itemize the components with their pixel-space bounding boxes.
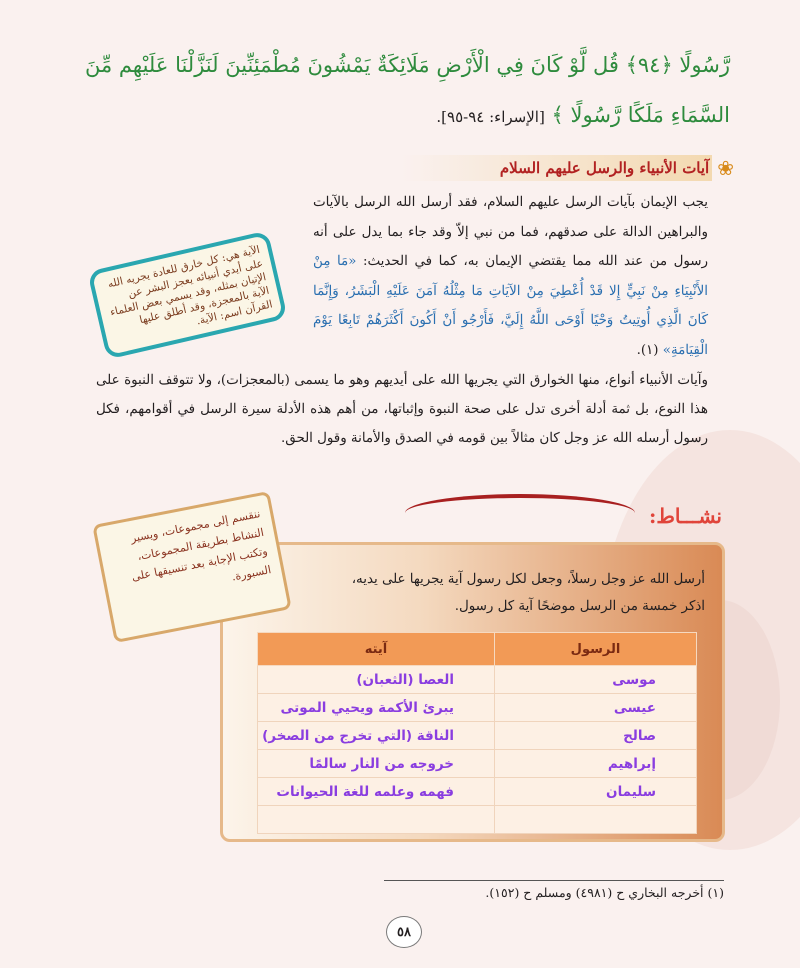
table-row — [258, 778, 697, 806]
paragraph-signs — [96, 366, 708, 453]
column-header-sign: آيته — [258, 633, 495, 666]
sign-cell: فهمه وعلمه للغة الحيوانات — [258, 778, 495, 806]
sign-cell: خروجه من النار سالمًا — [258, 750, 495, 778]
activity-line-1: أرسل الله عز وجل رسلاً، وجعل لكل رسول آية يجريها على يديه، — [351, 572, 705, 587]
messenger-cell: سليمان — [495, 778, 697, 806]
sign-cell: الناقة (التي تخرج من الصخر) — [258, 722, 495, 750]
footnote-divider — [384, 880, 724, 881]
page-number: ٥٨ — [386, 916, 422, 948]
sign-cell — [258, 806, 495, 834]
section-title: آيات الأنبياء والرسل عليهم السلام — [499, 159, 710, 177]
activity-line-2: اذكر خمسة من الرسل موضحًا آية كل رسول. — [454, 599, 705, 614]
table-row — [258, 666, 697, 694]
hadith-quote: «مَا مِنْ الأَنْبِيَاءِ مِنْ نَبِيٍّ إِلا قَدْ أُعْطِيَ مِنْ الآيَاتِ مَا مِثْلُهُ آمَنَ عَلَيْهِ الْبَشَرُ، وَإِنَّمَا كَانَ الَّذِي أُوتِيتُ وَحْيًا أَوْحَى اللَّهُ إِلَيَّ، فَأَرْجُو أَنْ أَكُونَ أَكْثَرَهُمْ تَابِعًا يَوْمَ الْقِيَامَةِ» — [313, 254, 708, 358]
activity-side-note-text: ننقسم إلى مجموعات، ويسير النشاط بطريقة المجموعات، وتكتب الإجابة بعد تنسيقها على السبورة. — [129, 507, 273, 584]
messenger-cell: موسى — [495, 666, 697, 694]
paragraph-signs-text: وآيات الأنبياء أنواع، منها الخوارق التي يجريها الله على أيديهم وهو ما يسمى (بالمعجزات)، ولا تتوقف النبوة على هذا النوع، بل ثمة أدلة أخرى تدل على صحة النبوة وإثباتها، من أهم هذه الأدلة سيرة الرسل في أقوامهم، فكل رسول أرسله الله عز وجل كان مثالاً بين قومه في الصدق والأمانة وقول الحق. — [96, 373, 708, 446]
messenger-cell: عيسى — [495, 694, 697, 722]
definition-note — [87, 230, 288, 359]
activity-title: نشـــاط: — [649, 504, 722, 528]
messenger-cell — [495, 806, 697, 834]
messenger-cell: إبراهيم — [495, 750, 697, 778]
quran-text: رَّسُولًا ﴿٩٤﴾ قُل لَّوْ كَانَ فِي الْأَرْضِ مَلَائِكَةٌ يَمْشُونَ مُطْمَئِنِّينَ لَنَزَّلْنَا عَلَيْهِم مِّنَ السَّمَاءِ مَلَكًا رَّسُولًا ﴾ — [85, 53, 730, 127]
paragraph-belief — [313, 188, 708, 365]
table-row — [258, 722, 697, 750]
quran-verse — [75, 40, 730, 142]
table-row — [258, 750, 697, 778]
quran-reference: [الإسراء: ٩٤-٩٥]. — [436, 108, 545, 126]
activity-instructions — [255, 566, 705, 620]
activity-swirl-ornament — [405, 494, 635, 532]
sign-cell: العصا (الثعبان) — [258, 666, 495, 694]
section-heading — [402, 155, 734, 181]
paragraph-text: يجب الإيمان بآيات الرسل عليهم السلام، فقد أرسل الله الرسل بالآيات والبراهين الدالة على صدقهم، فما من نبي إلاّ وقد جاء بما يدل على أنه رسول من عند الله مما يقتضي الإيمان به، كما في الحديث: — [313, 195, 708, 269]
table-header-row — [258, 633, 697, 666]
footnote-marker: (١). — [636, 342, 659, 358]
footnote: (١) أخرجه البخاري ح (٤٩٨١) ومسلم ح (١٥٢). — [485, 885, 724, 900]
column-header-messenger: الرسول — [495, 633, 697, 666]
table-row — [258, 694, 697, 722]
messenger-cell: صالح — [495, 722, 697, 750]
sign-cell: يبرئ الأكمة ويحيي الموتى — [258, 694, 495, 722]
table-row — [258, 806, 697, 834]
flower-icon: ❀ — [717, 156, 734, 180]
definition-note-text: الآية هي: كل خارق للعادة يجريه الله على أيدي أنبيائه يعجز البشر عن الإتيان بمثله، وقد يسمي بعض العلماء الآية بالمعجزة، وقد أطلق عليها القرآن اسم: الآية. — [106, 243, 274, 328]
messengers-table — [257, 632, 697, 834]
